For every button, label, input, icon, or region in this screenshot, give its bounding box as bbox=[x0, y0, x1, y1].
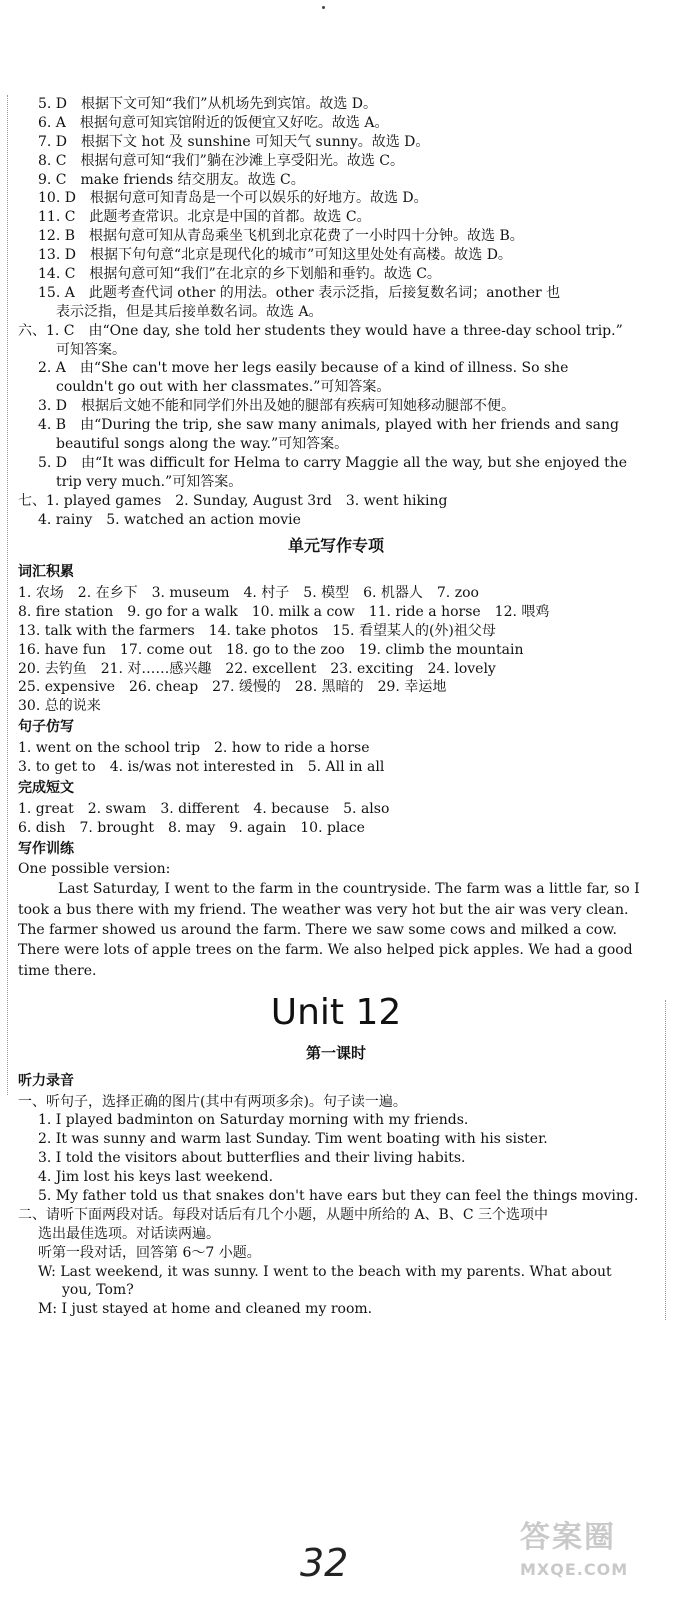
answer-line: 5. D 由“It was difficult for Helma to carry Maggie all the way, but she enjoyed the bbox=[38, 454, 628, 471]
practice-essay: Last Saturday, I went to the farm in the countryside. The farm was a little far, so I took a bus there with my friend. The weather was very hot but the air was very clean. The farmer showed us around the farm. There we saw some cows and milked a cow. There were lots of apple trees on the farm. We also helped pick apples. We had a good time there. bbox=[18, 881, 640, 979]
answer-line: 表示泛指，但是其后接单数名词。故选 A。 bbox=[56, 303, 323, 320]
listening-part1-heading: 一、听句子，选择正确的图片(其中有两项多余)。句子读一遍。 bbox=[18, 1093, 407, 1110]
listening-sentence: 2. It was sunny and warm last Sunday. Tim went boating with his sister. bbox=[38, 1131, 548, 1148]
vocab-line: 25. expensive 26. cheap 27. 缓慢的 28. 黑暗的 29. 幸运地 bbox=[18, 679, 447, 696]
watermark-text: 答案圈 bbox=[520, 1520, 616, 1555]
answer-line: 7. D 根据下文 hot 及 sunshine 可知天气 sunny。故选 D。 bbox=[38, 133, 430, 150]
left-margin-rule bbox=[7, 95, 8, 1095]
vocab-line: 20. 去钓鱼 21. 对……感兴趣 22. excellent 23. exciting 24. lovely bbox=[18, 660, 496, 677]
answer-line: 9. C make friends 结交朋友。故选 C。 bbox=[38, 171, 305, 188]
cloze-heading: 完成短文 bbox=[18, 779, 74, 796]
page-number: 32 bbox=[300, 1541, 349, 1585]
listening-heading: 听力录音 bbox=[18, 1072, 74, 1089]
sentence-heading: 句子仿写 bbox=[18, 719, 74, 736]
listening-sentence: 1. I played badminton on Saturday morning with my friends. bbox=[38, 1112, 469, 1129]
sentence-line: 3. to get to 4. is/was not interested in 5. All in all bbox=[18, 758, 385, 775]
listening-sentence: 4. Jim lost his keys last weekend. bbox=[38, 1169, 274, 1186]
answer-line: 六、1. C 由“One day, she told her students they would have a three-day school trip.” bbox=[18, 322, 623, 339]
listening-sentence: 5. My father told us that snakes don't have ears but they can feel the things moving. bbox=[38, 1188, 639, 1204]
lesson-title: 第一课时 bbox=[305, 1044, 366, 1063]
answer-line: 12. B 根据句意可知从青岛乘坐飞机到北京花费了一小时四十分钟。故选 B。 bbox=[38, 228, 524, 245]
cloze-line: 1. great 2. swam 3. different 4. because 5. also bbox=[18, 800, 390, 817]
answer-line: 14. C 根据句意可知“我们”在北京的乡下划船和垂钓。故选 C。 bbox=[38, 266, 441, 283]
answer-line: 七、1. played games 2. Sunday, August 3rd 3. went hiking bbox=[18, 492, 448, 509]
vocab-line: 16. have fun 17. come out 18. go to the zoo 19. climb the mountain bbox=[18, 641, 524, 658]
practice-intro: One possible version: bbox=[18, 861, 171, 878]
unit-title: Unit 12 bbox=[270, 991, 402, 1033]
dialogue-line: W: Last weekend, it was sunny. I went to the beach with my parents. What about bbox=[38, 1263, 612, 1280]
vocab-heading: 词汇积累 bbox=[18, 564, 74, 581]
dialogue-line: you, Tom? bbox=[62, 1282, 134, 1299]
answer-line: 15. A 此题考查代词 other 的用法。other 表示泛指，后接复数名词；another 也 bbox=[38, 284, 561, 301]
dialogue-line: M: I just stayed at home and cleaned my room. bbox=[38, 1301, 373, 1318]
cloze-line: 6. dish 7. brought 8. may 9. again 10. place bbox=[18, 819, 365, 836]
writing-section-title: 单元写作专项 bbox=[287, 536, 384, 556]
top-mark bbox=[322, 6, 325, 9]
listening-part2-intro: 听第一段对话，回答第 6～7 小题。 bbox=[38, 1244, 261, 1261]
answer-line: 11. C 此题考查常识。北京是中国的首都。故选 C。 bbox=[38, 209, 371, 226]
vocab-line: 1. 农场 2. 在乡下 3. museum 4. 村子 5. 模型 6. 机器人 7. zoo bbox=[18, 584, 479, 601]
vocab-line: 8. fire station 9. go for a walk 10. milk a cow 11. ride a horse 12. 喂鸡 bbox=[18, 603, 550, 620]
answer-line: couldn't go out with her classmates.”可知答案。 bbox=[56, 379, 391, 396]
watermark-url: MXQE.COM bbox=[520, 1559, 629, 1579]
answers-part5 bbox=[18, 95, 654, 1319]
sentence-line: 1. went on the school trip 2. how to ride a horse bbox=[18, 740, 370, 757]
practice-heading: 写作训练 bbox=[18, 840, 74, 857]
vocab-line: 13. talk with the farmers 14. take photos 15. 看望某人的(外)祖父母 bbox=[18, 622, 496, 639]
answer-line: beautiful songs along the way.”可知答案。 bbox=[56, 436, 349, 453]
listening-part2-heading: 选出最佳选项。对话读两遍。 bbox=[38, 1225, 220, 1242]
listening-sentence: 3. I told the visitors about butterflies and their living habits. bbox=[38, 1150, 466, 1167]
answer-line: 3. D 根据后文她不能和同学们外出及她的腿部有疾病可知她移动腿部不便。 bbox=[38, 398, 516, 415]
answer-line: 13. D 根据下句句意“北京是现代化的城市”可知这里处处有高楼。故选 D。 bbox=[38, 247, 512, 264]
answer-line: 10. D 根据句意可知青岛是一个可以娱乐的好地方。故选 D。 bbox=[38, 190, 428, 207]
answer-line: 4. B 由“During the trip, she saw many animals, played with her friends and sang bbox=[38, 417, 619, 434]
vocab-line: 30. 总的说来 bbox=[18, 698, 101, 715]
listening-part2-heading: 二、请听下面两段对话。每段对话后有几个小题，从题中所给的 A、B、C 三个选项中 bbox=[18, 1206, 549, 1223]
answer-line: 8. C 根据句意可知“我们”躺在沙滩上享受阳光。故选 C。 bbox=[38, 152, 404, 169]
answer-line: trip very much.”可知答案。 bbox=[56, 473, 243, 490]
right-margin-rule bbox=[665, 1000, 666, 1320]
watermark bbox=[520, 1518, 660, 1588]
answer-line: 4. rainy 5. watched an action movie bbox=[38, 511, 301, 528]
answer-line: 5. D 根据下文可知“我们”从机场先到宾馆。故选 D。 bbox=[38, 96, 378, 112]
answer-line: 可知答案。 bbox=[56, 341, 126, 358]
answer-line: 2. A 由“She can't move her legs easily because of a kind of illness. So she bbox=[38, 360, 569, 377]
answer-line: 6. A 根据句意可知宾馆附近的饭便宜又好吃。故选 A。 bbox=[38, 114, 389, 131]
